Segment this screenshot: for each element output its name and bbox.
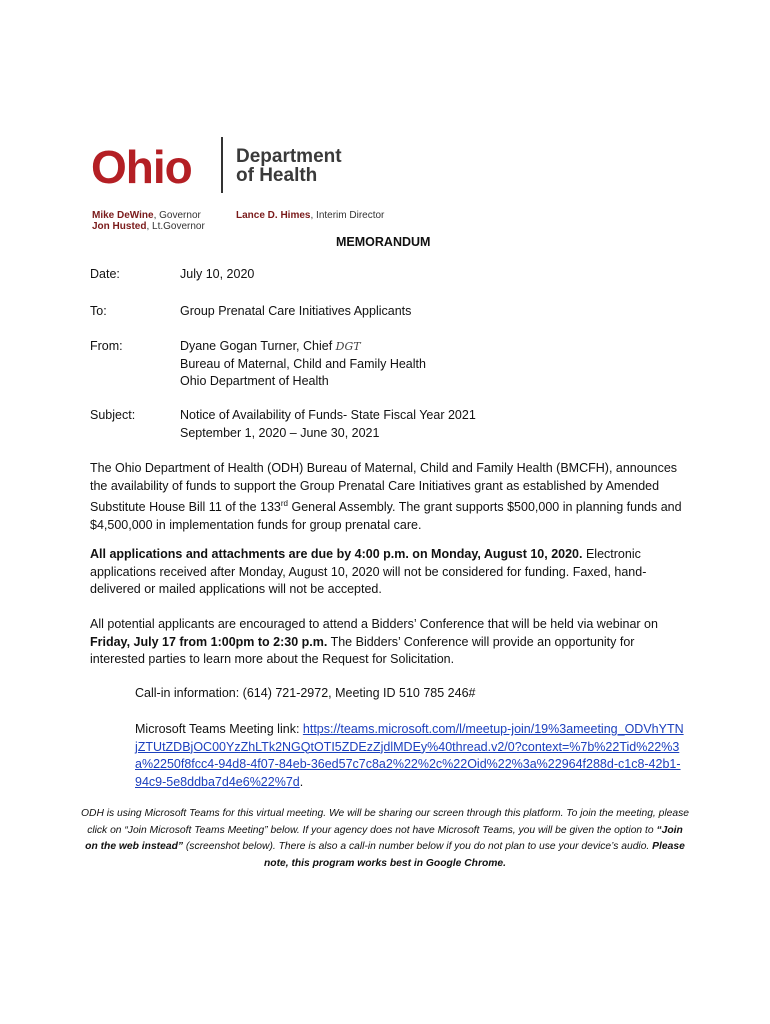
paragraph-conference xyxy=(90,616,686,669)
letterhead-divider xyxy=(221,137,223,193)
note-bold-join-web: “Join on the web instead” xyxy=(85,824,683,852)
governor-name: Mike DeWine xyxy=(92,210,154,221)
from-line-1 xyxy=(180,338,361,355)
teams-link-period: . xyxy=(299,774,304,789)
paragraph-deadline xyxy=(90,546,686,599)
department-line-1: Department xyxy=(236,146,342,167)
teams-link-label: Microsoft Teams Meeting link: xyxy=(135,722,303,736)
department-line-2: of Health xyxy=(236,165,318,186)
teams-meeting-link[interactable]: https://teams.microsoft.com/l/meetup-join/19%3ameeting_ODVhYTNjZTUtZDBjOC00YzZhLTk2NGQtOTI5ZDEzZjdlMDEy%40thread.v2/0?context=%7b%22Tid%22%3a%2250f8fcc4-94d8-4f07-84eb-36ed57c7c8a2%22%2c%22Oid%22%3a%22964f288d-c1c8-42b1-94c9-5e8ddba7d4e6%22%7d xyxy=(135,722,684,789)
to-label: To: xyxy=(90,304,107,318)
deadline-bold: All applications and attachments are due by 4:00 p.m. on Monday, August 10, 2020. xyxy=(90,547,583,561)
from-label: From: xyxy=(90,339,123,353)
director-line xyxy=(236,210,384,221)
lt-governor-title: , Lt.Governor xyxy=(146,221,205,232)
subject-line-1: Notice of Availability of Funds- State Fiscal Year 2021 xyxy=(180,408,476,422)
note-bold-chrome: Please note, this program works best in Google Chrome. xyxy=(263,841,685,869)
superscript-rd: rd xyxy=(280,499,288,508)
conference-text-b: The Bidders’ Conference will provide an opportunity for interested parties to learn more about the Request for Solicitation. xyxy=(90,634,635,666)
date-label: Date: xyxy=(90,267,120,281)
callin-info: Call-in information: (614) 721-2972, Meeting ID 510 785 246# xyxy=(135,686,476,700)
conference-text-a: All potential applicants are encouraged to attend a Bidders’ Conference that will be held via webinar on xyxy=(90,617,658,631)
paragraph-funding-text-a: The Ohio Department of Health (ODH) Bureau of Maternal, Child and Family Health (BMCFH), announces the availability of funds to support the Group Prenatal Care Initiatives grant as established by Amended Substitute House Bill 11 of the 133 xyxy=(90,461,678,515)
director-title: , Interim Director xyxy=(310,210,385,221)
director-name: Lance D. Himes xyxy=(236,210,311,221)
governor-title: , Governor xyxy=(153,210,201,221)
from-line-3: Ohio Department of Health xyxy=(180,374,329,388)
to-value: Group Prenatal Care Initiatives Applicants xyxy=(180,304,412,318)
governor-line xyxy=(92,210,201,221)
ohio-logo-text: Ohio xyxy=(91,141,192,193)
date-value: July 10, 2020 xyxy=(180,267,255,281)
subject-label: Subject: xyxy=(90,408,136,422)
memo-title: MEMORANDUM xyxy=(336,235,431,249)
teams-instructions-note xyxy=(80,806,690,872)
subject-line-2: September 1, 2020 – June 30, 2021 xyxy=(180,426,380,440)
from-initials: DGT xyxy=(335,340,361,353)
note-text-b: (screenshot below). There is also a call-in number below if you do not plan to use your device’s audio. xyxy=(183,841,653,852)
teams-link-paragraph xyxy=(135,721,685,791)
note-text-a: ODH is using Microsoft Teams for this virtual meeting. We will be sharing our screen through this platform. To join the meeting, please click on “Join Microsoft Teams Meeting” below. If your agency does not have Microsoft Teams, you will be given the option to xyxy=(81,808,689,836)
lt-governor-line xyxy=(92,221,205,232)
from-name: Dyane Gogan Turner, Chief xyxy=(180,339,336,353)
lt-governor-name: Jon Husted xyxy=(92,221,147,232)
conference-date: Friday, July 17 from 1:00pm to 2:30 p.m. xyxy=(90,634,328,649)
from-line-2: Bureau of Maternal, Child and Family Health xyxy=(180,357,426,371)
paragraph-funding-text-b: General Assembly. The grant supports $500,000 in planning funds and $4,500,000 in implementation funds for group prenatal care. xyxy=(90,500,682,532)
deadline-rest: Electronic applications received after Monday, August 10, 2020 will not be considered for funding. Faxed, hand-delivered or mailed applications will not be accepted. xyxy=(90,547,647,596)
paragraph-funding xyxy=(90,460,686,534)
